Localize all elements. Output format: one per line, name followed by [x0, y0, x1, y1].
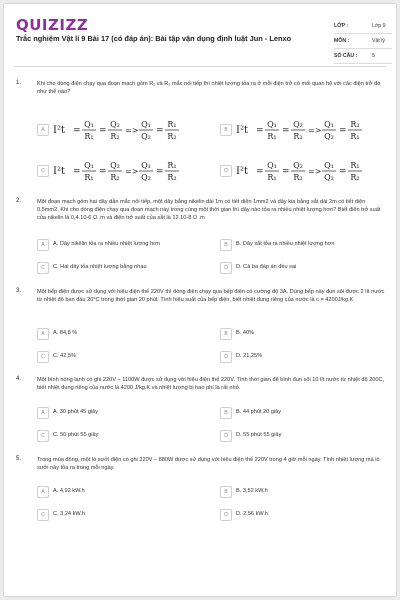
question-text: Một bếp điện được sử dụng với hiệu điện thế 220V thì dòng điện chạy qua bếp điện có cường độ 3A. Dùng bếp này đun sôi được 2 lít nước từ nhiệt độ ban đầu 20°C trong thời gian 20 phút. Tính hiệu suất của bếp điện, biết nhiệt dung riêng của nước là c = 4200J/kg.K	[37, 289, 385, 303]
formula-equals: =	[156, 167, 164, 177]
option-letter: A	[37, 407, 49, 419]
fraction-4-numerator: R₁	[167, 120, 177, 129]
option-c[interactable]	[37, 262, 202, 274]
fraction-3-numerator: Q₁	[324, 120, 334, 129]
formula-implies: =>	[308, 126, 322, 135]
formula-lhs: I²t	[236, 125, 248, 136]
formula-equals: =	[256, 126, 264, 136]
option-text: D. Cả ba đáp án đều sai	[236, 264, 297, 270]
quizizz-logo: QUIZIZZ	[16, 16, 89, 34]
option-letter: B	[220, 486, 232, 498]
question-number: 5.	[16, 456, 22, 462]
option-c[interactable]	[37, 509, 202, 521]
formula-equals: =	[282, 167, 290, 177]
formula-implies: =>	[125, 126, 139, 135]
question-number: 4.	[16, 376, 22, 382]
fraction-4-denominator: R₂	[167, 132, 177, 141]
option-text: D. 55 phút 55 giây	[236, 432, 282, 438]
fraction-3-numerator: Q₁	[324, 161, 334, 170]
option-text: C. 3,24 kW.h	[53, 511, 86, 517]
option-text: C. Hai dây tỏa nhiệt lượng bằng nhau	[53, 264, 147, 270]
question-number: 2.	[16, 198, 22, 204]
fraction-3-denominator: Q₂	[324, 173, 334, 182]
option-b[interactable]	[220, 120, 385, 141]
meta-label: SỐ CÂU :	[334, 53, 358, 59]
formula-lhs: I²t	[53, 166, 65, 177]
formula-equals: =	[99, 126, 107, 136]
formula	[53, 117, 193, 143]
meta-row-class	[334, 19, 392, 34]
fraction-4-denominator: R₁	[350, 132, 360, 141]
formula-equals: =	[73, 126, 81, 136]
option-letter: C	[37, 430, 49, 442]
formula-implies: =>	[125, 167, 139, 176]
meta-label: MÔN :	[334, 38, 350, 44]
question-number: 1.	[16, 80, 22, 86]
fraction-4-denominator: R₂	[167, 173, 177, 182]
fraction-1-numerator: Q₁	[84, 120, 94, 129]
fraction-3-denominator: Q₂	[324, 132, 334, 141]
formula-equals: =	[339, 126, 347, 136]
option-letter: D	[220, 509, 232, 521]
option-d[interactable]	[220, 161, 385, 182]
option-text: D. 2,56 kW.h	[236, 511, 269, 517]
fraction-3-numerator: Q₁	[141, 161, 151, 170]
fraction-1-denominator: R₁	[84, 132, 94, 141]
option-d[interactable]	[220, 430, 385, 442]
option-text: A. 84,8 %	[53, 330, 78, 336]
fraction-3-denominator: Q₂	[141, 173, 151, 182]
option-a[interactable]	[37, 407, 202, 419]
option-b[interactable]	[220, 407, 385, 419]
meta-value: 5	[372, 53, 375, 59]
option-letter: D	[220, 262, 232, 274]
fraction-1-numerator: Q₁	[267, 161, 277, 170]
meta-label: LỚP :	[334, 23, 349, 29]
option-text: C. 42,5%	[53, 353, 77, 359]
option-b[interactable]	[220, 239, 385, 251]
formula-lhs: I²t	[236, 166, 248, 177]
option-c[interactable]	[37, 161, 202, 182]
option-letter: A	[37, 328, 49, 340]
option-letter: B	[220, 407, 232, 419]
meta-value: Lớp 9	[372, 23, 386, 29]
option-a[interactable]	[37, 120, 202, 141]
fraction-2-numerator: Q₂	[293, 120, 303, 129]
fraction-2-denominator: R₂	[110, 173, 120, 182]
option-c[interactable]	[37, 430, 202, 442]
page-title: Trắc nghiệm Vật lí 9 Bài 17 (có đáp án): Bài tập vận dụng định luật Jun - Lenxo	[16, 34, 292, 43]
option-letter: C	[37, 509, 49, 521]
option-b[interactable]	[220, 328, 385, 340]
formula-equals: =	[256, 167, 264, 177]
question-text: Khi cho dòng điện chạy qua đoạn mạch gồm R₁ và R₂ mắc nối tiếp thì nhiệt lượng tỏa ra ở mỗi điện trở có mối quan hệ với các điện trở đó như thế nào?	[37, 81, 381, 95]
option-text: D. 21,25%	[236, 353, 263, 359]
formula-equals: =	[73, 167, 81, 177]
worksheet-page	[4, 4, 396, 596]
option-letter: B	[220, 328, 232, 340]
option-letter: B	[220, 239, 232, 251]
option-letter: D	[220, 165, 232, 177]
option-d[interactable]	[220, 351, 385, 363]
option-letter: C	[37, 165, 49, 177]
fraction-2-numerator: Q₂	[110, 120, 120, 129]
option-text: B. 3,52 kW.h	[236, 488, 268, 494]
formula	[236, 117, 376, 143]
question-text: Một đoạn mạch gồm hai dây dẫn mắc nối tiếp, một dây bằng nikelin dài 1m có tiết diện 1mm2 và dây kia bằng sắt dài 2m có tiết diện 0,5mm2. Khi cho dòng điện chạy qua đoạn mạch này trong cùng một thời gian thì dây nào tỏa ra nhiều nhiệt lượng hơn? Biết điện trở suất của nikelin là 0,4.10-6 Ω .m và điện trở suất của sắt là 12.10-8 Ω .m	[37, 199, 381, 221]
option-text: C. 50 phút 55 giây	[53, 432, 99, 438]
option-letter: B	[220, 124, 232, 136]
meta-table	[334, 19, 392, 64]
fraction-2-denominator: R₂	[293, 173, 303, 182]
option-a[interactable]	[37, 328, 202, 340]
option-text: B. 44 phút 20 giây	[236, 409, 282, 415]
fraction-3-denominator: Q₂	[141, 132, 151, 141]
meta-row-subject	[334, 34, 392, 49]
question-text: Một bình nóng lạnh có ghi 220V – 1100W được sử dụng với hiệu điện thế 220V. Tính thời gian để bình đun sôi 10 lít nước từ nhiệt độ 200C, biết nhiệt dung riêng của nước là 4200 J/kg.K và nhiệt lượng bị hao phí là rất nhỏ.	[37, 377, 385, 391]
fraction-1-denominator: R₁	[267, 173, 277, 182]
option-c[interactable]	[37, 351, 202, 363]
option-text: A. 30 phút 45 giây	[53, 409, 99, 415]
option-letter: D	[220, 430, 232, 442]
option-text: A. 4,92 kW.h	[53, 488, 85, 494]
fraction-2-numerator: Q₂	[293, 161, 303, 170]
formula-svg	[236, 158, 376, 184]
option-text: B. Dây sắt tỏa ra nhiều nhiệt lượng hơn	[236, 241, 335, 247]
option-letter: C	[37, 262, 49, 274]
formula	[236, 158, 376, 184]
fraction-2-denominator: R₂	[110, 132, 120, 141]
fraction-4-numerator: R₂	[350, 120, 360, 129]
fraction-4-numerator: R₁	[167, 161, 177, 170]
fraction-1-numerator: Q₁	[84, 161, 94, 170]
meta-row-count	[334, 49, 392, 64]
formula-svg	[53, 158, 193, 184]
question-number: 3.	[16, 288, 22, 294]
option-a[interactable]	[37, 486, 202, 498]
formula-lhs: I²t	[53, 125, 65, 136]
formula	[53, 158, 193, 184]
option-b[interactable]	[220, 486, 385, 498]
formula-equals: =	[339, 167, 347, 177]
formula-svg	[53, 117, 193, 143]
option-letter: A	[37, 486, 49, 498]
option-letter: D	[220, 351, 232, 363]
option-a[interactable]	[37, 239, 202, 251]
formula-implies: =>	[308, 167, 322, 176]
fraction-3-numerator: Q₁	[141, 120, 151, 129]
formula-equals: =	[99, 167, 107, 177]
meta-value: Vật lý	[372, 38, 385, 44]
formula-equals: =	[282, 126, 290, 136]
option-text: A. Dây nikêlin tỏa ra nhiều nhiệt lượng hơn	[53, 241, 160, 247]
fraction-1-denominator: R₁	[267, 132, 277, 141]
formula-equals: =	[156, 126, 164, 136]
option-letter: A	[37, 124, 49, 136]
question-text: Trong mùa đông, một lò sưởi điện có ghi 220V – 880W được sử dụng với hiệu điện thế 220V trong 4 giờ mỗi ngày. Tính nhiệt lượng mà lò sưởi này tỏa ra trong mỗi ngày.	[37, 457, 380, 471]
option-letter: A	[37, 239, 49, 251]
formula-svg	[236, 117, 376, 143]
option-d[interactable]	[220, 262, 385, 274]
option-text: B. 40%	[236, 330, 255, 336]
header-divider	[14, 66, 386, 67]
option-letter: C	[37, 351, 49, 363]
fraction-2-denominator: R₂	[293, 132, 303, 141]
fraction-1-denominator: R₁	[84, 173, 94, 182]
fraction-2-numerator: Q₂	[110, 161, 120, 170]
option-d[interactable]	[220, 509, 385, 521]
fraction-4-numerator: R₁	[350, 161, 360, 170]
fraction-1-numerator: Q₁	[267, 120, 277, 129]
fraction-4-denominator: R₂	[350, 173, 360, 182]
